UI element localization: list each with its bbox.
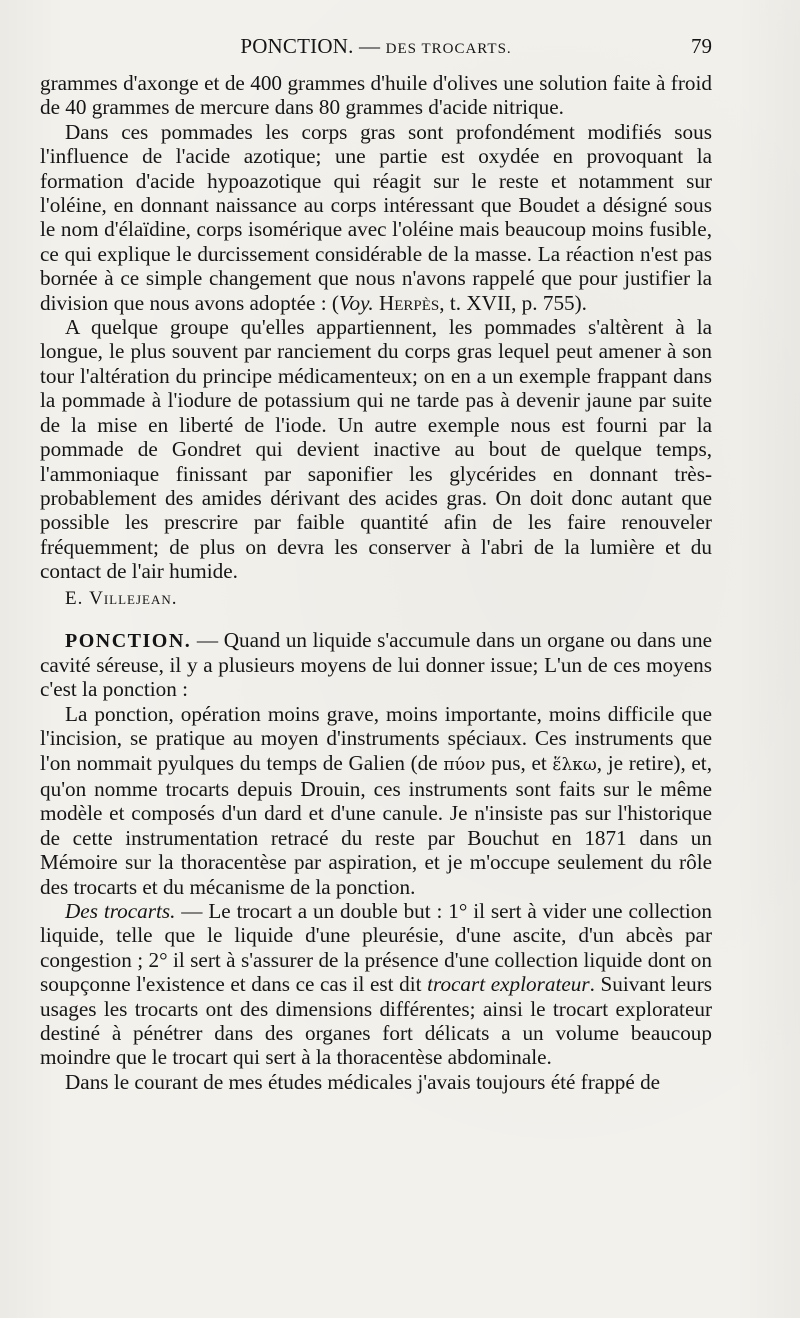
entry-heading: PONCTION. [65, 629, 192, 652]
author-signature [40, 584, 712, 614]
paragraph-alteration: A quelque groupe qu'elles appartiennent, les pommades s'altèrent à la longue, le plus souvent par ranciement du corps gras lequel peut amener à son tour l'altération du principe médicamenteux; on en a un exemple frappant dans la pommade à l'iodure de potassium qui ne tarde pas à devenir jaune par suite de la mise en liberté de l'iode. Un autre exemple nous est fourni par la pommade de Gondret qui devient inactive au bout de quelque temps, l'ammoniaque finissant par saponifier les glycérides en donnant très-probablement des amides dérivant des acides gras. On doit donc autant que possible les prescrire par faible quantité afin de les faire renouveler fréquemment; de plus on devra les conserver à l'abri de la lumière et du contact de l'air humide. [40, 315, 712, 584]
greek-word-draw: ἕλκω [552, 754, 597, 775]
paragraph-trocarts [40, 899, 712, 1070]
paragraph-text-c: , je retire), et, qu'on nomme trocarts depuis Drouin, ces instruments sont faits sur le même modèle et composés d'un dard et d'une canule. Je n'insiste pas sur l'historique de cette instrumentation retracé du reste par Bouchut en 1871 dans un Mémoire sur la thoracentèse par aspiration, et je m'occupe seulement du rôle des trocarts et du mécanisme de la ponction. [40, 750, 712, 899]
signature-initial: E. [65, 587, 84, 609]
paragraph-fatty-bodies [40, 120, 712, 315]
page-number: 79 [691, 34, 712, 58]
reference-voy: Voy. [338, 290, 374, 315]
page-header [40, 34, 712, 64]
paragraph-continued: grammes d'axonge et de 400 grammes d'huile d'olives une solution faite à froid de 40 grammes de mercure dans 80 grammes d'acide nitrique. [40, 71, 712, 120]
reference-volume: , t. XVII, p. 755). [439, 290, 587, 315]
paragraph-instruments [40, 702, 712, 899]
body-text [40, 71, 712, 1094]
running-head [40, 34, 712, 59]
signature-name: Villejean. [89, 587, 178, 609]
paragraph-studies: Dans le courant de mes études médicales j'avais toujours été frappé de [65, 1069, 661, 1094]
greek-word-pus: πύον [443, 754, 486, 775]
running-head-separator: — [359, 34, 381, 58]
paragraph-text-b: . Suivant leurs usages les trocarts ont des dimensions différentes; ainsi le trocart explorateur destiné à pénétrer dans des organes fort délicats a un volume beaucoup moindre que le trocart qui sert à la thoracentèse abdominale. [40, 972, 713, 1070]
entry-intro: — Quand un liquide s'accumule dans un organe ou dans une cavité séreuse, il y a plusieurs moyens de lui donner issue; L'un de ces moyens c'est la ponction : [40, 627, 712, 702]
paragraph-text-b: pus, et [485, 750, 553, 775]
paragraph-text-a: La ponction, opération moins grave, moins importante, moins difficile que l'incision, se pratique au moyen d'instruments spéciaux. Ces instruments que l'on nommait pyulques du temps de Galien (de [40, 701, 712, 775]
paragraph-text: Dans ces pommades les corps gras sont profondément modifiés sous l'influence de l'acide azotique; une partie est oxydée en provoquant la formation d'acide hypoazotique qui réagit sur le reste et notamment sur l'oléine, en donnant naissance au corps intéressant que Boudet a désigné sous le nom d'élaïdine, corps isomérique avec l'oléine mais beaucoup moins fusible, ce qui explique le durcissement considérable de la masse. La réaction n'est pas bornée à ce simple changement que nous n'avons rappelé que pour justifier la division que nous avons adoptée : ( [40, 119, 712, 315]
running-head-main: PONCTION. [240, 34, 354, 58]
subsection-title: Des trocarts. [65, 899, 176, 923]
section-gap [40, 614, 712, 628]
reference-herpes: Herpès [378, 290, 440, 315]
entry-ponction [40, 628, 712, 702]
term-explorer: trocart explorateur [427, 972, 590, 997]
paragraph-text-a: — Le trocart a un double but : 1° il sert à vider une collection liquide, telle que le liquide d'une pleurésie, d'une ascite, d'un abcès par congestion ; 2° il sert à s'assurer de la présence d'une collection liquide dont on soupçonne l'existence et dans ce cas il est dit [40, 899, 712, 997]
running-head-sub: DES TROCARTS. [385, 41, 512, 57]
